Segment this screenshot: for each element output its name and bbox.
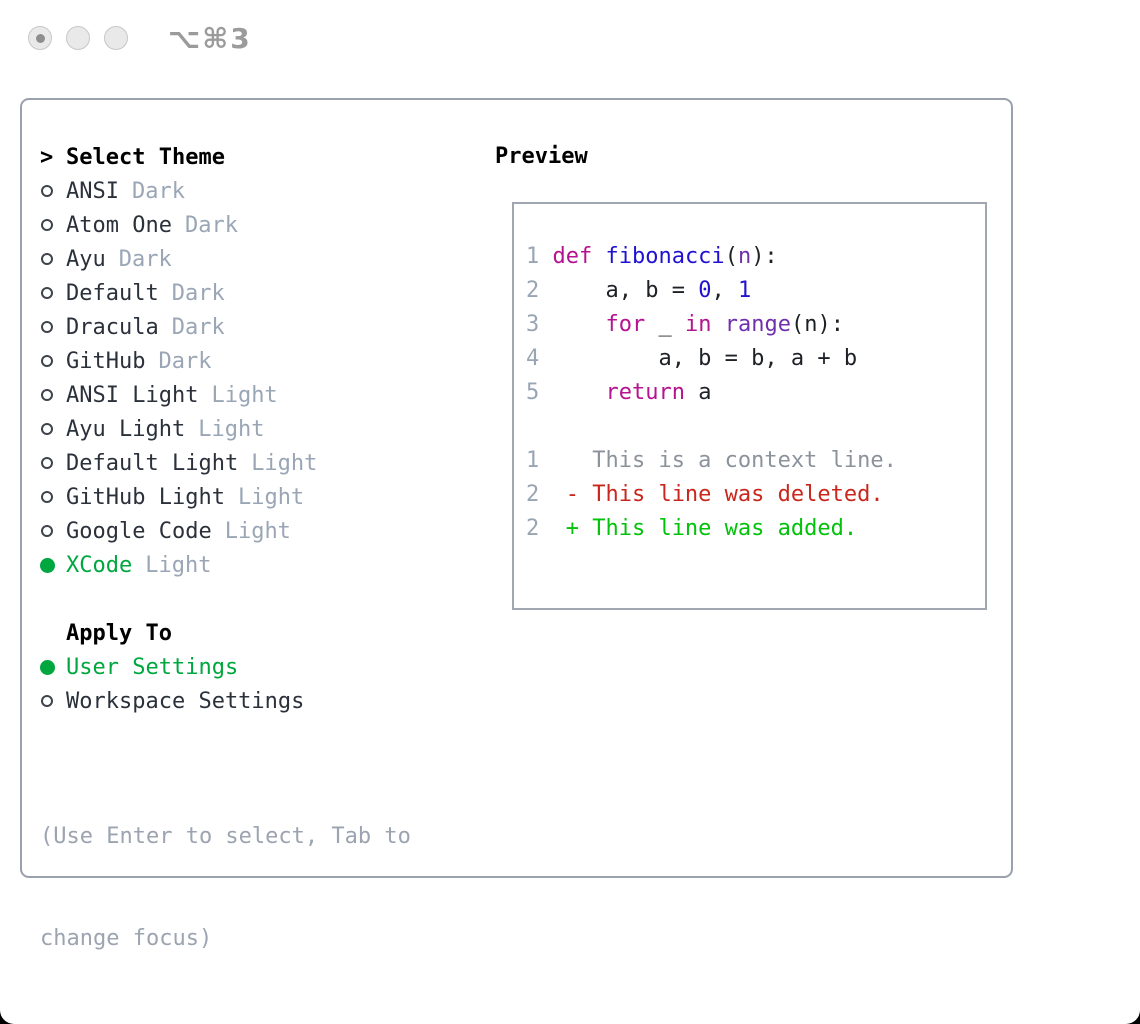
radio-icon — [41, 355, 53, 367]
apply-to-heading — [40, 616, 490, 650]
radio-icon — [41, 287, 53, 299]
theme-option[interactable] — [40, 480, 490, 514]
theme-option[interactable] — [40, 514, 490, 548]
apply-to-option[interactable] — [40, 650, 490, 684]
theme-option[interactable] — [40, 344, 490, 378]
section-gap — [40, 582, 490, 616]
help-hint-line: change focus) — [40, 926, 213, 951]
preview-line — [526, 376, 975, 410]
code-segment: 1 — [737, 278, 752, 303]
theme-variant-badge: Dark — [118, 246, 172, 272]
theme-option-label: Ayu — [66, 246, 106, 272]
preview-line — [526, 410, 975, 444]
line-number — [526, 410, 552, 444]
theme-option[interactable] — [40, 242, 490, 276]
theme-option-label: Atom One — [66, 212, 172, 238]
theme-variant-badge: Light — [145, 552, 212, 578]
theme-variant-badge: Dark — [184, 212, 238, 238]
help-hint-line: (Use Enter to select, Tab to — [40, 824, 411, 849]
code-segment: fibonacci — [605, 244, 725, 269]
radio-icon — [41, 491, 53, 503]
preview-title: Preview — [495, 144, 588, 169]
code-segment — [711, 308, 724, 342]
code-segment: + This line was added. — [552, 516, 858, 541]
code-segment: - This line was deleted. — [552, 482, 884, 507]
line-number: 4 — [526, 346, 540, 371]
theme-variant-badge: Light — [198, 416, 265, 442]
preview-line — [526, 274, 975, 308]
theme-option-label: Default — [66, 280, 159, 306]
radio-icon — [41, 321, 53, 333]
radio-selected-icon — [40, 558, 55, 573]
code-segment: , — [711, 278, 738, 303]
theme-option-label: XCode — [66, 552, 133, 578]
radio-icon — [41, 253, 53, 265]
theme-option-label: Ayu Light — [66, 416, 186, 442]
theme-option-label: Google Code — [66, 518, 212, 544]
preview-line — [526, 512, 975, 546]
preview-line — [526, 240, 975, 274]
preview-line — [526, 478, 975, 512]
code-segment: a, b = b, a + b — [552, 346, 858, 371]
code-segment: _ — [645, 312, 685, 337]
minimize-window-button[interactable] — [66, 26, 90, 50]
theme-option[interactable] — [40, 310, 490, 344]
code-segment: return — [605, 380, 685, 405]
theme-variant-badge: Light — [237, 484, 305, 510]
preview-line — [526, 444, 975, 478]
theme-option-label: ANSI Light — [66, 382, 199, 408]
title-bar — [0, 0, 1140, 76]
radio-icon — [41, 525, 53, 537]
theme-option[interactable] — [40, 446, 490, 480]
theme-variant-badge: Dark — [171, 280, 225, 306]
theme-option-label: User Settings — [66, 654, 239, 680]
radio-icon — [41, 389, 53, 401]
theme-option[interactable] — [40, 276, 490, 310]
line-number: 2 — [526, 482, 540, 507]
line-number: 5 — [526, 380, 540, 405]
close-window-dot-icon — [36, 34, 45, 43]
code-segment: in — [684, 312, 712, 337]
line-number: 2 — [526, 278, 540, 303]
theme-option-label: GitHub Light — [66, 484, 225, 510]
code-segment: ): — [751, 244, 778, 269]
code-segment — [552, 376, 605, 410]
code-segment: ( — [724, 244, 738, 269]
preview-line — [526, 308, 975, 342]
code-segment: 0 — [698, 278, 712, 303]
zoom-window-button[interactable] — [104, 26, 128, 50]
window-shortcut-label: ⌥⌘3 — [168, 22, 252, 55]
code-segment: a — [684, 380, 712, 405]
theme-option-label: Workspace Settings — [66, 688, 305, 714]
theme-option-label: Default Light — [66, 450, 239, 476]
apply-to-options — [40, 650, 490, 718]
code-segment: a, b = — [552, 278, 699, 303]
theme-picker-panel — [20, 98, 1013, 951]
code-segment: This is a context line. — [552, 448, 897, 473]
theme-option-label: Dracula — [66, 314, 159, 340]
radio-icon — [41, 219, 53, 231]
theme-option[interactable] — [40, 548, 490, 582]
radio-icon — [41, 457, 53, 469]
line-number: 2 — [526, 516, 540, 541]
theme-option-label: GitHub — [66, 348, 146, 374]
preview-line — [526, 342, 975, 376]
radio-icon — [41, 185, 53, 197]
theme-preview-pane — [512, 202, 987, 610]
theme-option[interactable] — [40, 174, 490, 208]
code-segment: n — [737, 244, 752, 269]
theme-variant-badge: Light — [224, 518, 291, 544]
code-segment: (n): — [790, 312, 844, 337]
line-number: 1 — [526, 448, 540, 473]
help-hint — [40, 752, 490, 1024]
section-gap — [40, 718, 490, 752]
line-number: 3 — [526, 312, 540, 337]
code-segment: range — [724, 312, 791, 337]
select-theme-title: Select Theme — [66, 144, 225, 170]
theme-option[interactable] — [40, 208, 490, 242]
theme-options — [40, 174, 490, 582]
theme-variant-badge: Light — [211, 382, 278, 408]
apply-to-title: Apply To — [66, 620, 172, 646]
theme-option[interactable] — [40, 412, 490, 446]
code-segment — [552, 308, 605, 342]
line-number: 1 — [526, 244, 540, 269]
theme-variant-badge: Light — [251, 450, 318, 476]
theme-option[interactable] — [40, 378, 490, 412]
radio-icon — [41, 695, 53, 707]
code-segment: def — [552, 244, 606, 269]
close-window-button[interactable] — [28, 26, 52, 50]
focus-prompt-icon: > — [40, 144, 54, 170]
theme-option-label: ANSI — [66, 178, 119, 204]
theme-variant-badge: Dark — [131, 178, 185, 204]
theme-variant-badge: Dark — [158, 348, 212, 374]
select-theme-heading — [40, 140, 490, 174]
radio-selected-icon — [40, 660, 55, 675]
theme-variant-badge: Dark — [171, 314, 225, 340]
radio-icon — [41, 423, 53, 435]
theme-list — [40, 140, 490, 1024]
apply-to-option[interactable] — [40, 684, 490, 718]
code-segment: for — [605, 312, 646, 337]
